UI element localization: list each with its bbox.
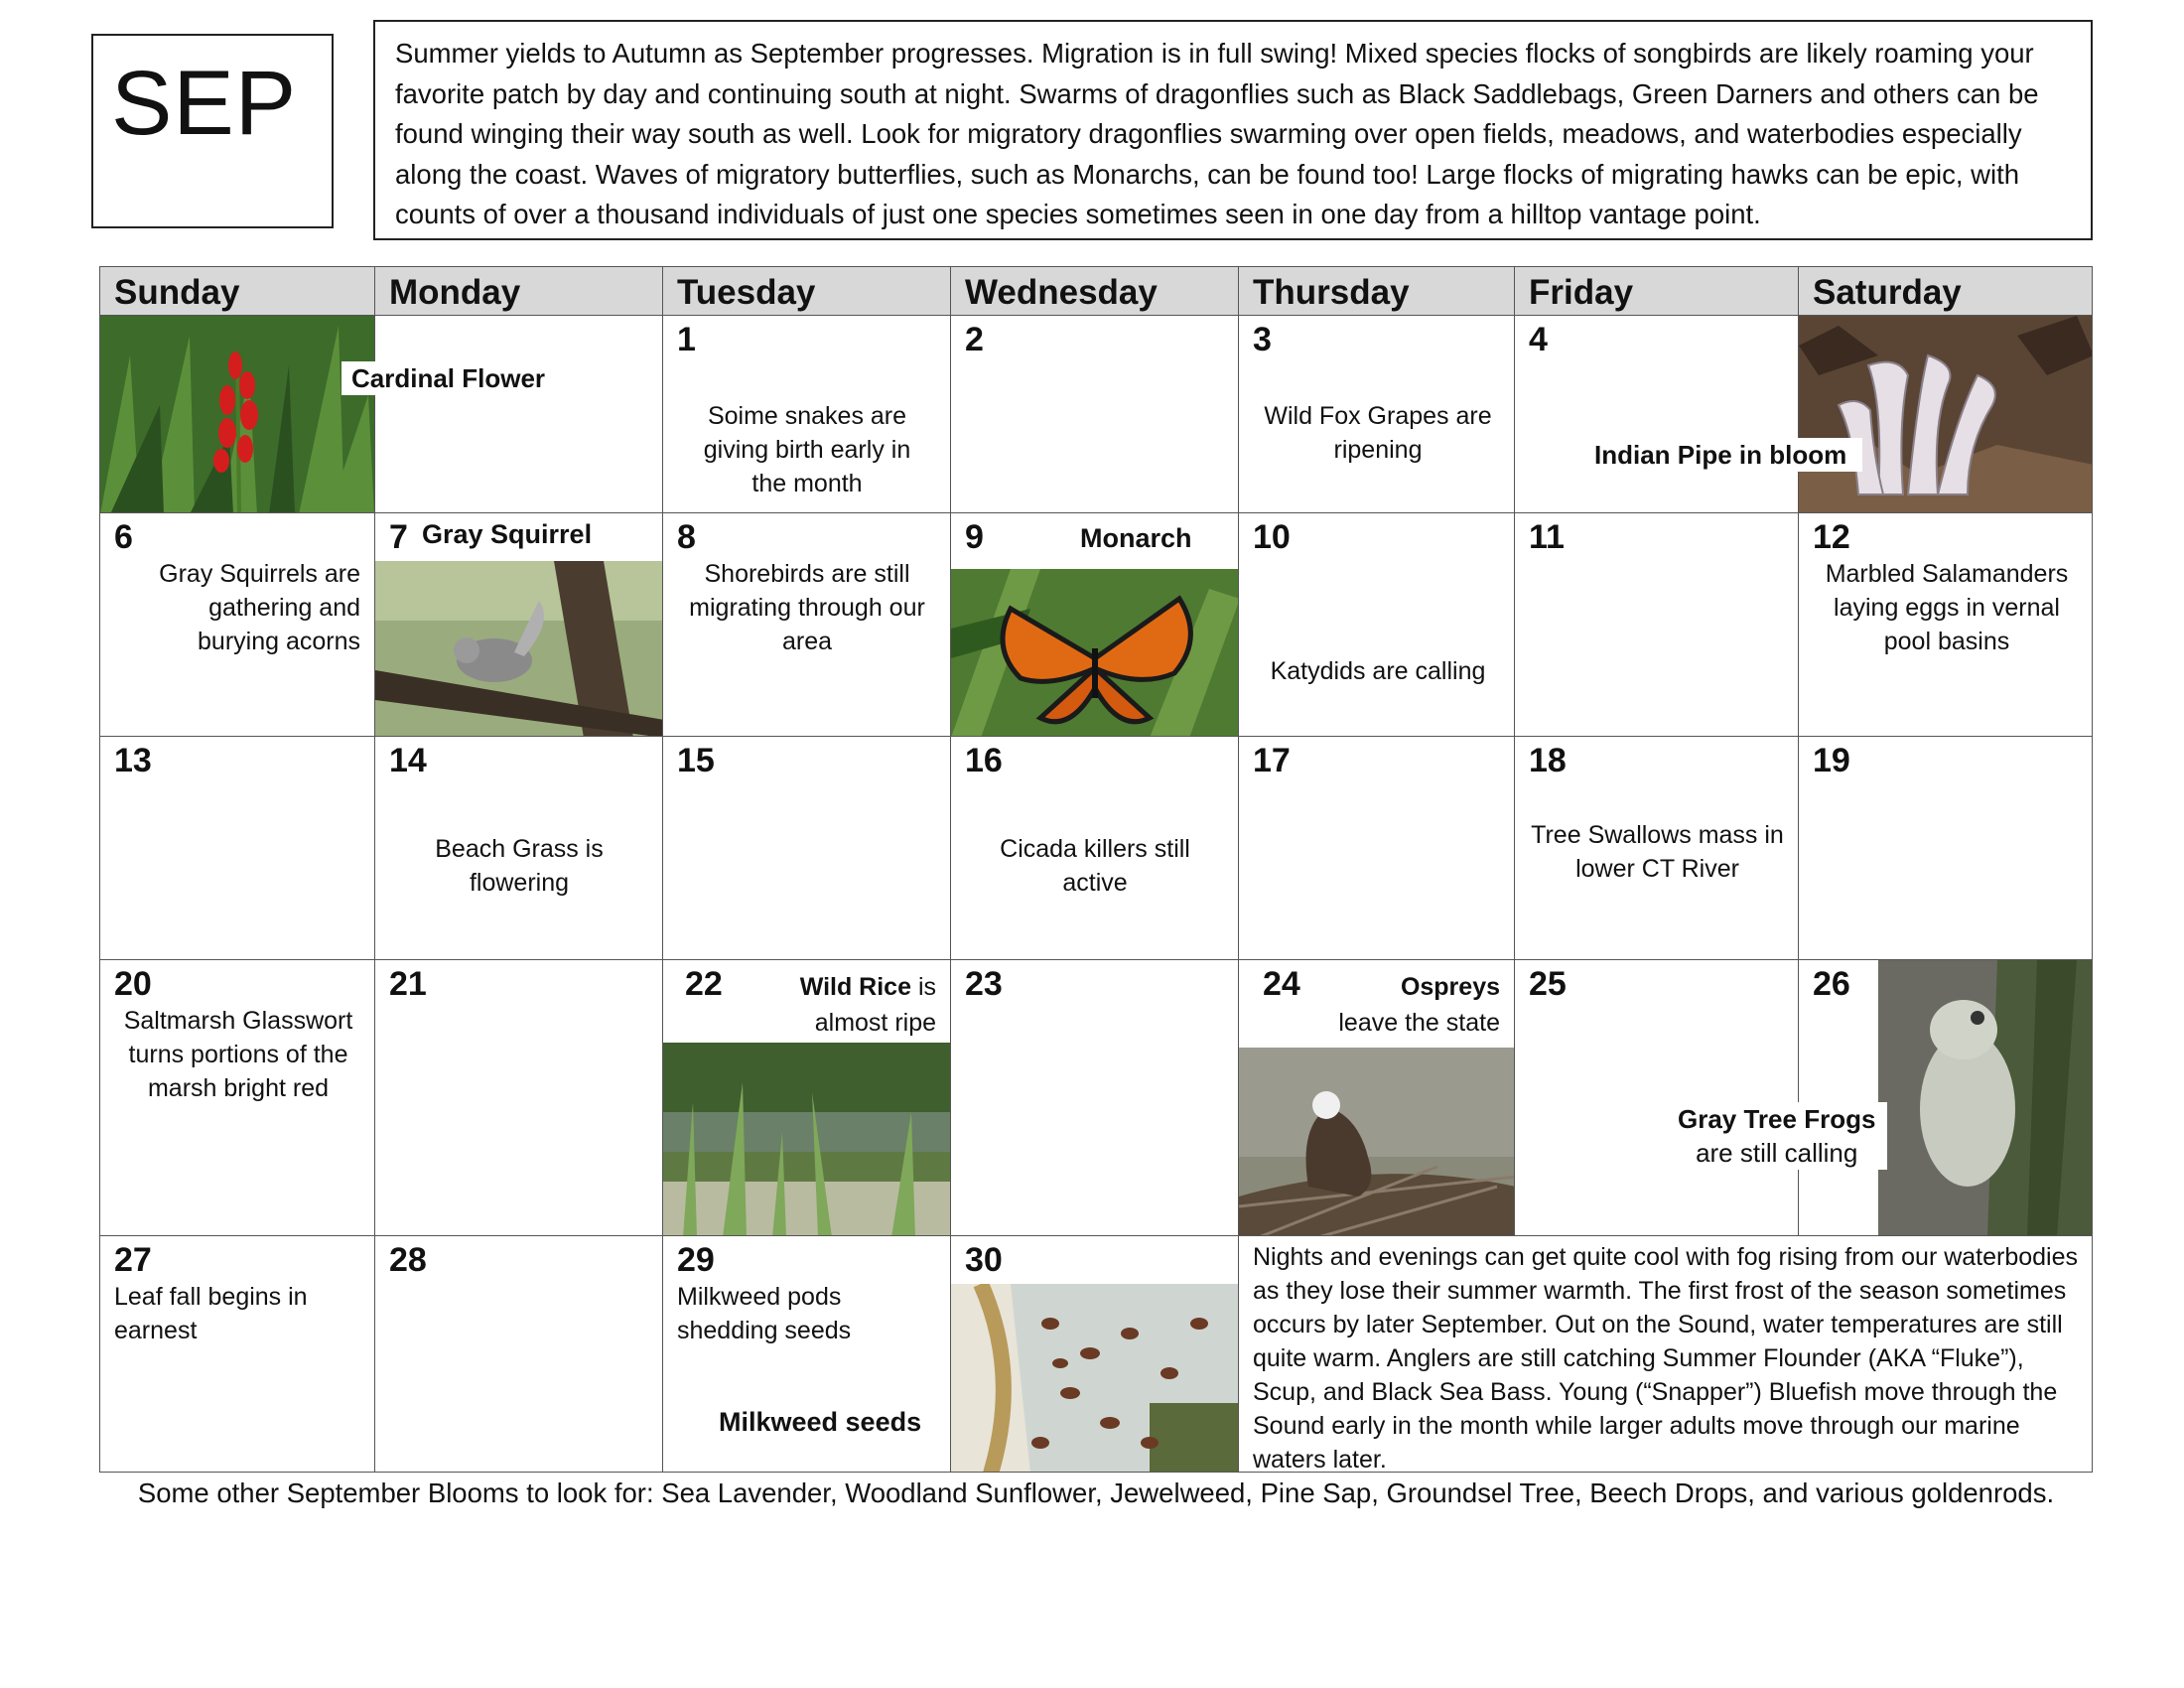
- day-cell-17: [1238, 736, 1515, 960]
- day-number: 15: [677, 742, 715, 779]
- day-cell-18: [1514, 736, 1799, 960]
- day-cell-30: [950, 1235, 1239, 1473]
- indian-pipe-label: Indian Pipe in bloom: [1576, 438, 1862, 472]
- weekday-header-tuesday: Tuesday: [662, 266, 951, 316]
- gray-tree-frog-photo: [1878, 960, 2093, 1236]
- day-number: 25: [1529, 965, 1567, 1003]
- day-cell-12: [1798, 512, 2093, 737]
- day-number: 13: [114, 742, 152, 779]
- day-cell-11: [1514, 512, 1799, 737]
- day-note: are still calling: [1696, 1138, 1858, 1168]
- day-cell-16: [950, 736, 1239, 960]
- day-number: 23: [965, 965, 1003, 1003]
- day-cell-27: [99, 1235, 375, 1473]
- day-note: Shorebirds are still migrating through our area: [689, 560, 925, 655]
- day-number: 3: [1253, 321, 1272, 358]
- day-note-line1: [800, 970, 936, 1004]
- indian-pipe-photo: [1799, 316, 2093, 513]
- cardinal-flower-photo: [100, 316, 375, 513]
- day-note: Soime snakes are giving birth early in the month: [703, 402, 911, 497]
- day-cell-4: [1514, 315, 1799, 513]
- day-number: 6: [114, 518, 133, 556]
- cardinal-flower-label: Cardinal Flower: [341, 361, 555, 395]
- day-number: 14: [389, 742, 427, 779]
- day-cell-13: [99, 736, 375, 960]
- day-number: 18: [1529, 742, 1567, 779]
- gray-squirrel-photo: [375, 561, 663, 737]
- weekday-header-saturday: Saturday: [1798, 266, 2093, 316]
- day-number: 4: [1529, 321, 1548, 358]
- day-note: Marbled Salamanders laying eggs in vernal pool basins: [1825, 560, 2069, 655]
- day-note: Leaf fall begins in earnest: [114, 1283, 308, 1344]
- day-cell-2: [950, 315, 1239, 513]
- wild-rice-label: Wild Rice: [799, 973, 911, 1001]
- day-number: 7: [389, 518, 408, 556]
- closing-notes-cell: [1238, 1235, 2093, 1473]
- weekday-header-monday: Monday: [374, 266, 663, 316]
- weekday-header-friday: Friday: [1514, 266, 1799, 316]
- day-cell-25: [1514, 959, 1799, 1236]
- intro-paragraph: Summer yields to Autumn as September progresses. Migration is in full swing! Mixed species flocks of songbirds are likely roaming your favorite patch by day and continuing south at night. Swarms of dragonflies such as Black Saddlebags, Green Darners and others can be found winging their way south as well. Look for migratory dragonflies swarming over open fields, meadows, and waterbodies especially along the coast. Waves of migratory butterflies, such as Monarchs, can be found too! Large flocks of migrating hawks can be epic, with counts of over a thousand individuals of just one species sometimes seen in one day from a hilltop vantage point.: [395, 38, 2039, 229]
- day-cell-3: [1238, 315, 1515, 513]
- day-note: Beach Grass is flowering: [435, 835, 604, 897]
- day-note: leave the state: [1338, 1009, 1500, 1037]
- calendar-grid: [99, 266, 2093, 1473]
- monarch-label: Monarch: [1080, 523, 1192, 553]
- day-number: 1: [677, 321, 696, 358]
- day-cell-22: [662, 959, 951, 1236]
- weekday-header-thursday: Thursday: [1238, 266, 1515, 316]
- day-number: 2: [965, 321, 984, 358]
- day-number: 17: [1253, 742, 1291, 779]
- day-number: 27: [114, 1241, 152, 1279]
- day-cell-19: [1798, 736, 2093, 960]
- month-title: SEP: [111, 53, 298, 154]
- day-cell-14: [374, 736, 663, 960]
- day-number: 30: [965, 1241, 1003, 1279]
- day-cell-8: [662, 512, 951, 737]
- day-number: 26: [1813, 965, 1850, 1003]
- day-cell-28: [374, 1235, 663, 1473]
- day-cell-1: [662, 315, 951, 513]
- day-cell-20: [99, 959, 375, 1236]
- day-cell-6: [99, 512, 375, 737]
- monarch-photo: [951, 569, 1239, 737]
- day-number: 22: [685, 965, 723, 1003]
- day-cell-blank-mon: [374, 315, 663, 513]
- day-number: 9: [965, 518, 984, 556]
- day-note-word: is: [917, 973, 936, 1001]
- day-cell-15: [662, 736, 951, 960]
- day-number: 8: [677, 518, 696, 556]
- day-note: Saltmarsh Glasswort turns portions of the marsh bright red: [123, 1007, 353, 1102]
- day-note-line2: almost ripe: [814, 1009, 936, 1037]
- wild-rice-photo: [663, 1043, 951, 1236]
- day-number: 12: [1813, 518, 1850, 556]
- day-note: Milkweed pods shedding seeds: [677, 1283, 852, 1344]
- day-cell-23: [950, 959, 1239, 1236]
- day-number: 21: [389, 965, 427, 1003]
- day-note: Wild Fox Grapes are ripening: [1264, 402, 1492, 464]
- day-cell-5: [1798, 315, 2093, 513]
- day-note: Katydids are calling: [1270, 657, 1486, 685]
- day-number: 10: [1253, 518, 1291, 556]
- day-number: 29: [677, 1241, 715, 1279]
- day-number: 19: [1813, 742, 1850, 779]
- gray-tree-frog-label: Gray Tree Frogs: [1678, 1104, 1876, 1134]
- day-cell-21: [374, 959, 663, 1236]
- day-number: 20: [114, 965, 152, 1003]
- day-note: Tree Swallows mass in lower CT River: [1531, 821, 1784, 883]
- day-number: 24: [1263, 965, 1300, 1003]
- osprey-label: Ospreys: [1400, 973, 1500, 1001]
- gray-tree-frog-caption: [1666, 1102, 1887, 1170]
- closing-paragraph: Nights and evenings can get quite cool with fog rising from our waterbodies as they lose their summer warmth. The first frost of the season sometimes occurs by later September. Out on the Sound, water temperatures are still quite warm. Anglers are still catching Summer Flounder (AKA “Fluke”), Scup, and Black Sea Bass. Young (“Snapper”) Bluefish move through the Sound early in the month while larger adults move through our marine waters later.: [1253, 1243, 2079, 1473]
- gray-squirrel-label: Gray Squirrel: [422, 519, 593, 549]
- footer-blooms: Some other September Blooms to look for: Sea Lavender, Woodland Sunflower, Jewelweed, Pine Sap, Groundsel Tree, Beech Drops, and various goldenrods.: [137, 1477, 2055, 1508]
- milkweed-seeds-photo: [951, 1284, 1239, 1473]
- day-cell-26: [1798, 959, 2093, 1236]
- day-number: 11: [1529, 518, 1565, 556]
- day-cell-10: [1238, 512, 1515, 737]
- day-cell-24: [1238, 959, 1515, 1236]
- day-note: Gray Squirrels are gathering and burying acorns: [159, 560, 360, 655]
- weekday-header-sunday: Sunday: [99, 266, 375, 316]
- osprey-photo: [1239, 1048, 1515, 1236]
- intro-text-box: [373, 20, 2093, 240]
- day-number: 16: [965, 742, 1003, 779]
- day-note: Cicada killers still active: [1000, 835, 1190, 897]
- day-number: 28: [389, 1241, 427, 1279]
- weekday-header-wednesday: Wednesday: [950, 266, 1239, 316]
- day-cell-blank-sun: [99, 315, 375, 513]
- milkweed-label: Milkweed seeds: [719, 1407, 922, 1437]
- month-box: [91, 34, 334, 228]
- day-cell-29: [662, 1235, 951, 1473]
